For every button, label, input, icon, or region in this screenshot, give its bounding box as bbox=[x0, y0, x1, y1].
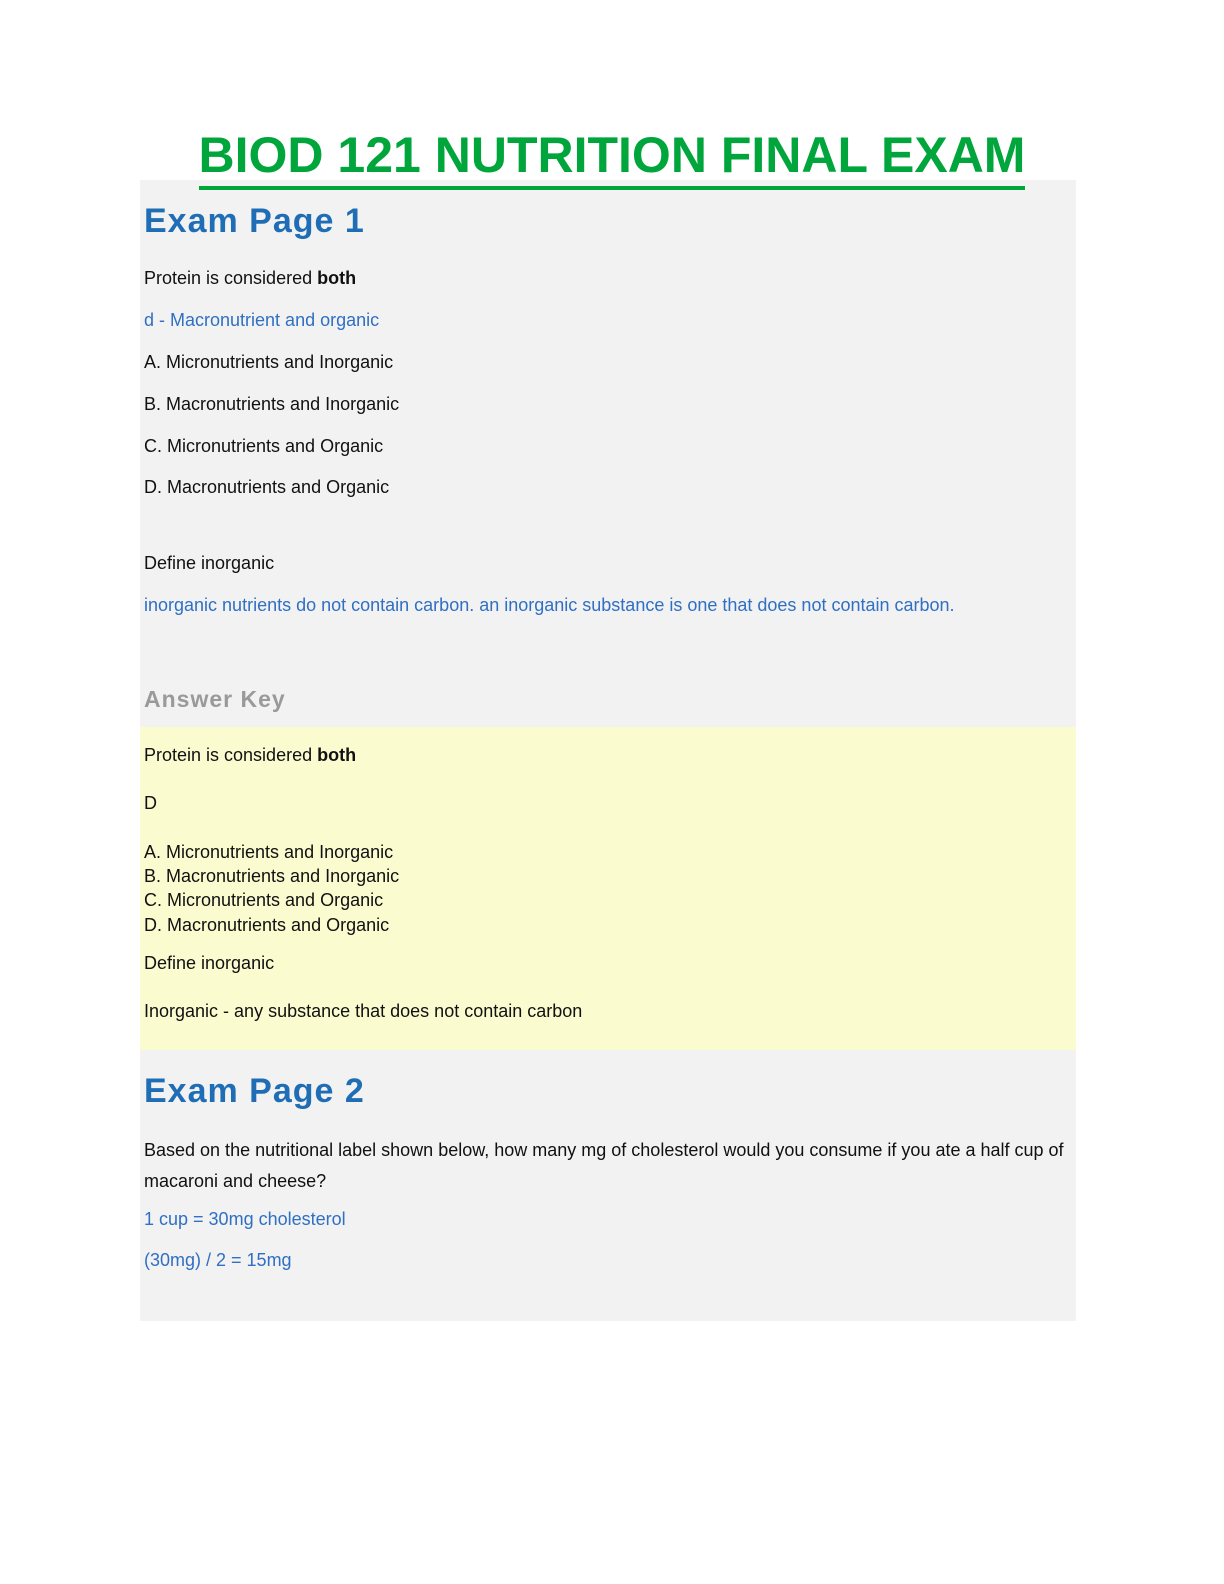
answer-key-define-prompt: Define inorganic bbox=[144, 952, 275, 973]
spacer bbox=[140, 767, 1076, 791]
answer-key-choice-b: B. Macronutrients and Inorganic bbox=[144, 866, 400, 887]
spacer bbox=[140, 975, 1076, 999]
page-2-answer-line-2: (30mg) / 2 = 15mg bbox=[144, 1250, 292, 1271]
answer-key-heading: Answer Key bbox=[144, 686, 286, 713]
exam-page-1-block bbox=[140, 180, 1076, 727]
question-2-prompt: Define inorganic bbox=[144, 553, 275, 574]
page-title bbox=[0, 0, 1224, 183]
answer-key-choice-a: A. Micronutrients and Inorganic bbox=[144, 841, 394, 862]
exam-page-2-heading: Exam Page 2 bbox=[144, 1071, 365, 1110]
question-1-prompt-bold: both bbox=[317, 268, 357, 288]
page-2-answer-line-1: 1 cup = 30mg cholesterol bbox=[144, 1208, 346, 1229]
answer-key-prompt-text: Protein is considered bbox=[144, 745, 318, 766]
answer-key-choice-d: D. Macronutrients and Organic bbox=[144, 914, 390, 935]
answer-key-prompt bbox=[140, 743, 1076, 767]
answer-key-define-answer: Inorganic - any substance that does not contain carbon bbox=[144, 1001, 583, 1022]
answer-key-prompt-bold: both bbox=[317, 745, 357, 766]
question-2-student-answer: inorganic nutrients do not contain carbon. an inorganic substance is one that does not contain carbon. bbox=[144, 595, 955, 616]
question-1-choice-c: C. Micronutrients and Organic bbox=[144, 435, 384, 456]
question-1-choice-b: B. Macronutrients and Inorganic bbox=[144, 393, 400, 414]
answer-key-block bbox=[140, 727, 1076, 1049]
page-2-question: Based on the nutritional label shown below, how many mg of cholesterol would you consume if you ate a half cup of macaroni and cheese? bbox=[144, 1139, 1064, 1191]
exam-page-1-heading: Exam Page 1 bbox=[144, 202, 365, 240]
question-1-prompt bbox=[140, 265, 1076, 293]
answer-key-letter: D bbox=[144, 793, 157, 814]
exam-page-2-block bbox=[140, 1050, 1076, 1322]
answer-key-choice-c: C. Micronutrients and Organic bbox=[144, 890, 384, 911]
spacer bbox=[140, 1289, 1076, 1307]
spacer bbox=[140, 516, 1076, 550]
page-title-text: BIOD 121 NUTRITION FINAL EXAM bbox=[199, 127, 1026, 190]
question-1-student-answer: d - Macronutrient and organic bbox=[144, 309, 380, 330]
question-1-choice-d: D. Macronutrients and Organic bbox=[144, 477, 390, 498]
question-1-choice-a: A. Micronutrients and Inorganic bbox=[144, 351, 394, 372]
spacer bbox=[140, 634, 1076, 686]
spacer bbox=[140, 937, 1076, 951]
spacer bbox=[140, 816, 1076, 840]
question-1-prompt-text: Protein is considered bbox=[144, 268, 318, 288]
